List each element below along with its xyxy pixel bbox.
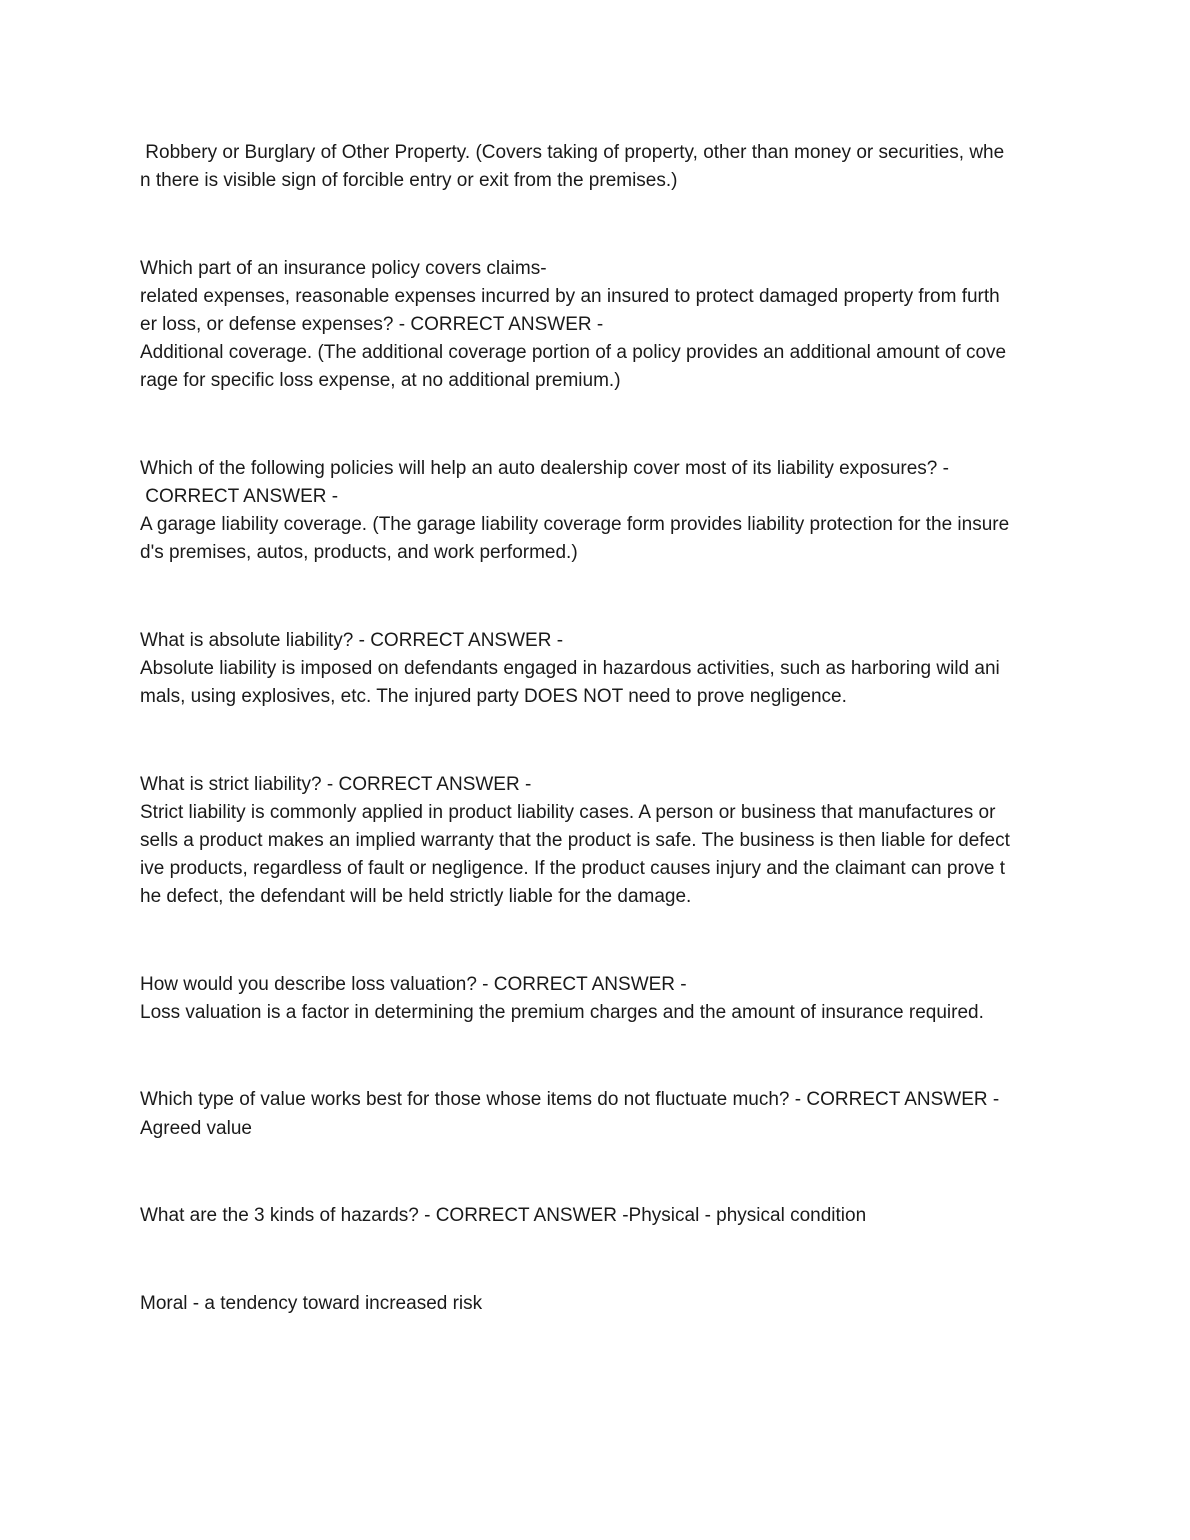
answer-text: d's premises, autos, products, and work performed.) (140, 542, 578, 563)
text-line: Robbery or Burglary of Other Property. (Covers taking of property, other than money or securities, whe (140, 142, 1005, 163)
answer-text: rage for specific loss expense, at no additional premium.) (140, 370, 621, 391)
answer-text: Agreed value (140, 1118, 252, 1139)
answer-text: A garage liability coverage. (The garage liability coverage form provides liability protection for the insure (140, 514, 1010, 535)
answer-text: sells a product makes an implied warranty that the product is safe. The business is then liable for defect (140, 830, 1010, 851)
answer-text: ive products, regardless of fault or negligence. If the product causes injury and the claimant can prove t (140, 858, 1005, 879)
question-text: How would you describe loss valuation? - CORRECT ANSWER - (140, 974, 687, 995)
question-text: er loss, or defense expenses? - CORRECT ANSWER - (140, 314, 604, 335)
answer-text: Loss valuation is a factor in determining the premium charges and the amount of insurance required. (140, 1002, 984, 1023)
answer-text: he defect, the defendant will be held strictly liable for the damage. (140, 886, 692, 907)
question-text: related expenses, reasonable expenses incurred by an insured to protect damaged property from furth (140, 286, 1000, 307)
answer-text: Additional coverage. (The additional coverage portion of a policy provides an additional amount of cove (140, 342, 1007, 363)
answer-text: Absolute liability is imposed on defendants engaged in hazardous activities, such as harboring wild ani (140, 658, 1000, 679)
question-text: CORRECT ANSWER - (140, 486, 339, 507)
question-text: Which type of value works best for those whose items do not fluctuate much? - CORRECT ANSWER - (140, 1089, 1000, 1110)
text-line: n there is visible sign of forcible entry or exit from the premises.) (140, 170, 678, 191)
question-text: What is strict liability? - CORRECT ANSWER - (140, 774, 532, 795)
answer-text: Moral - a tendency toward increased risk (140, 1293, 483, 1314)
answer-text: mals, using explosives, etc. The injured party DOES NOT need to prove negligence. (140, 686, 847, 707)
question-text: What is absolute liability? - CORRECT ANSWER - (140, 630, 564, 651)
question-text: Which part of an insurance policy covers claims- (140, 258, 547, 279)
question-text: What are the 3 kinds of hazards? - CORRECT ANSWER -Physical - physical condition (140, 1205, 867, 1226)
question-text: Which of the following policies will help an auto dealership cover most of its liability exposures? - (140, 458, 949, 479)
answer-text: Strict liability is commonly applied in product liability cases. A person or business that manufactures or (140, 802, 996, 823)
